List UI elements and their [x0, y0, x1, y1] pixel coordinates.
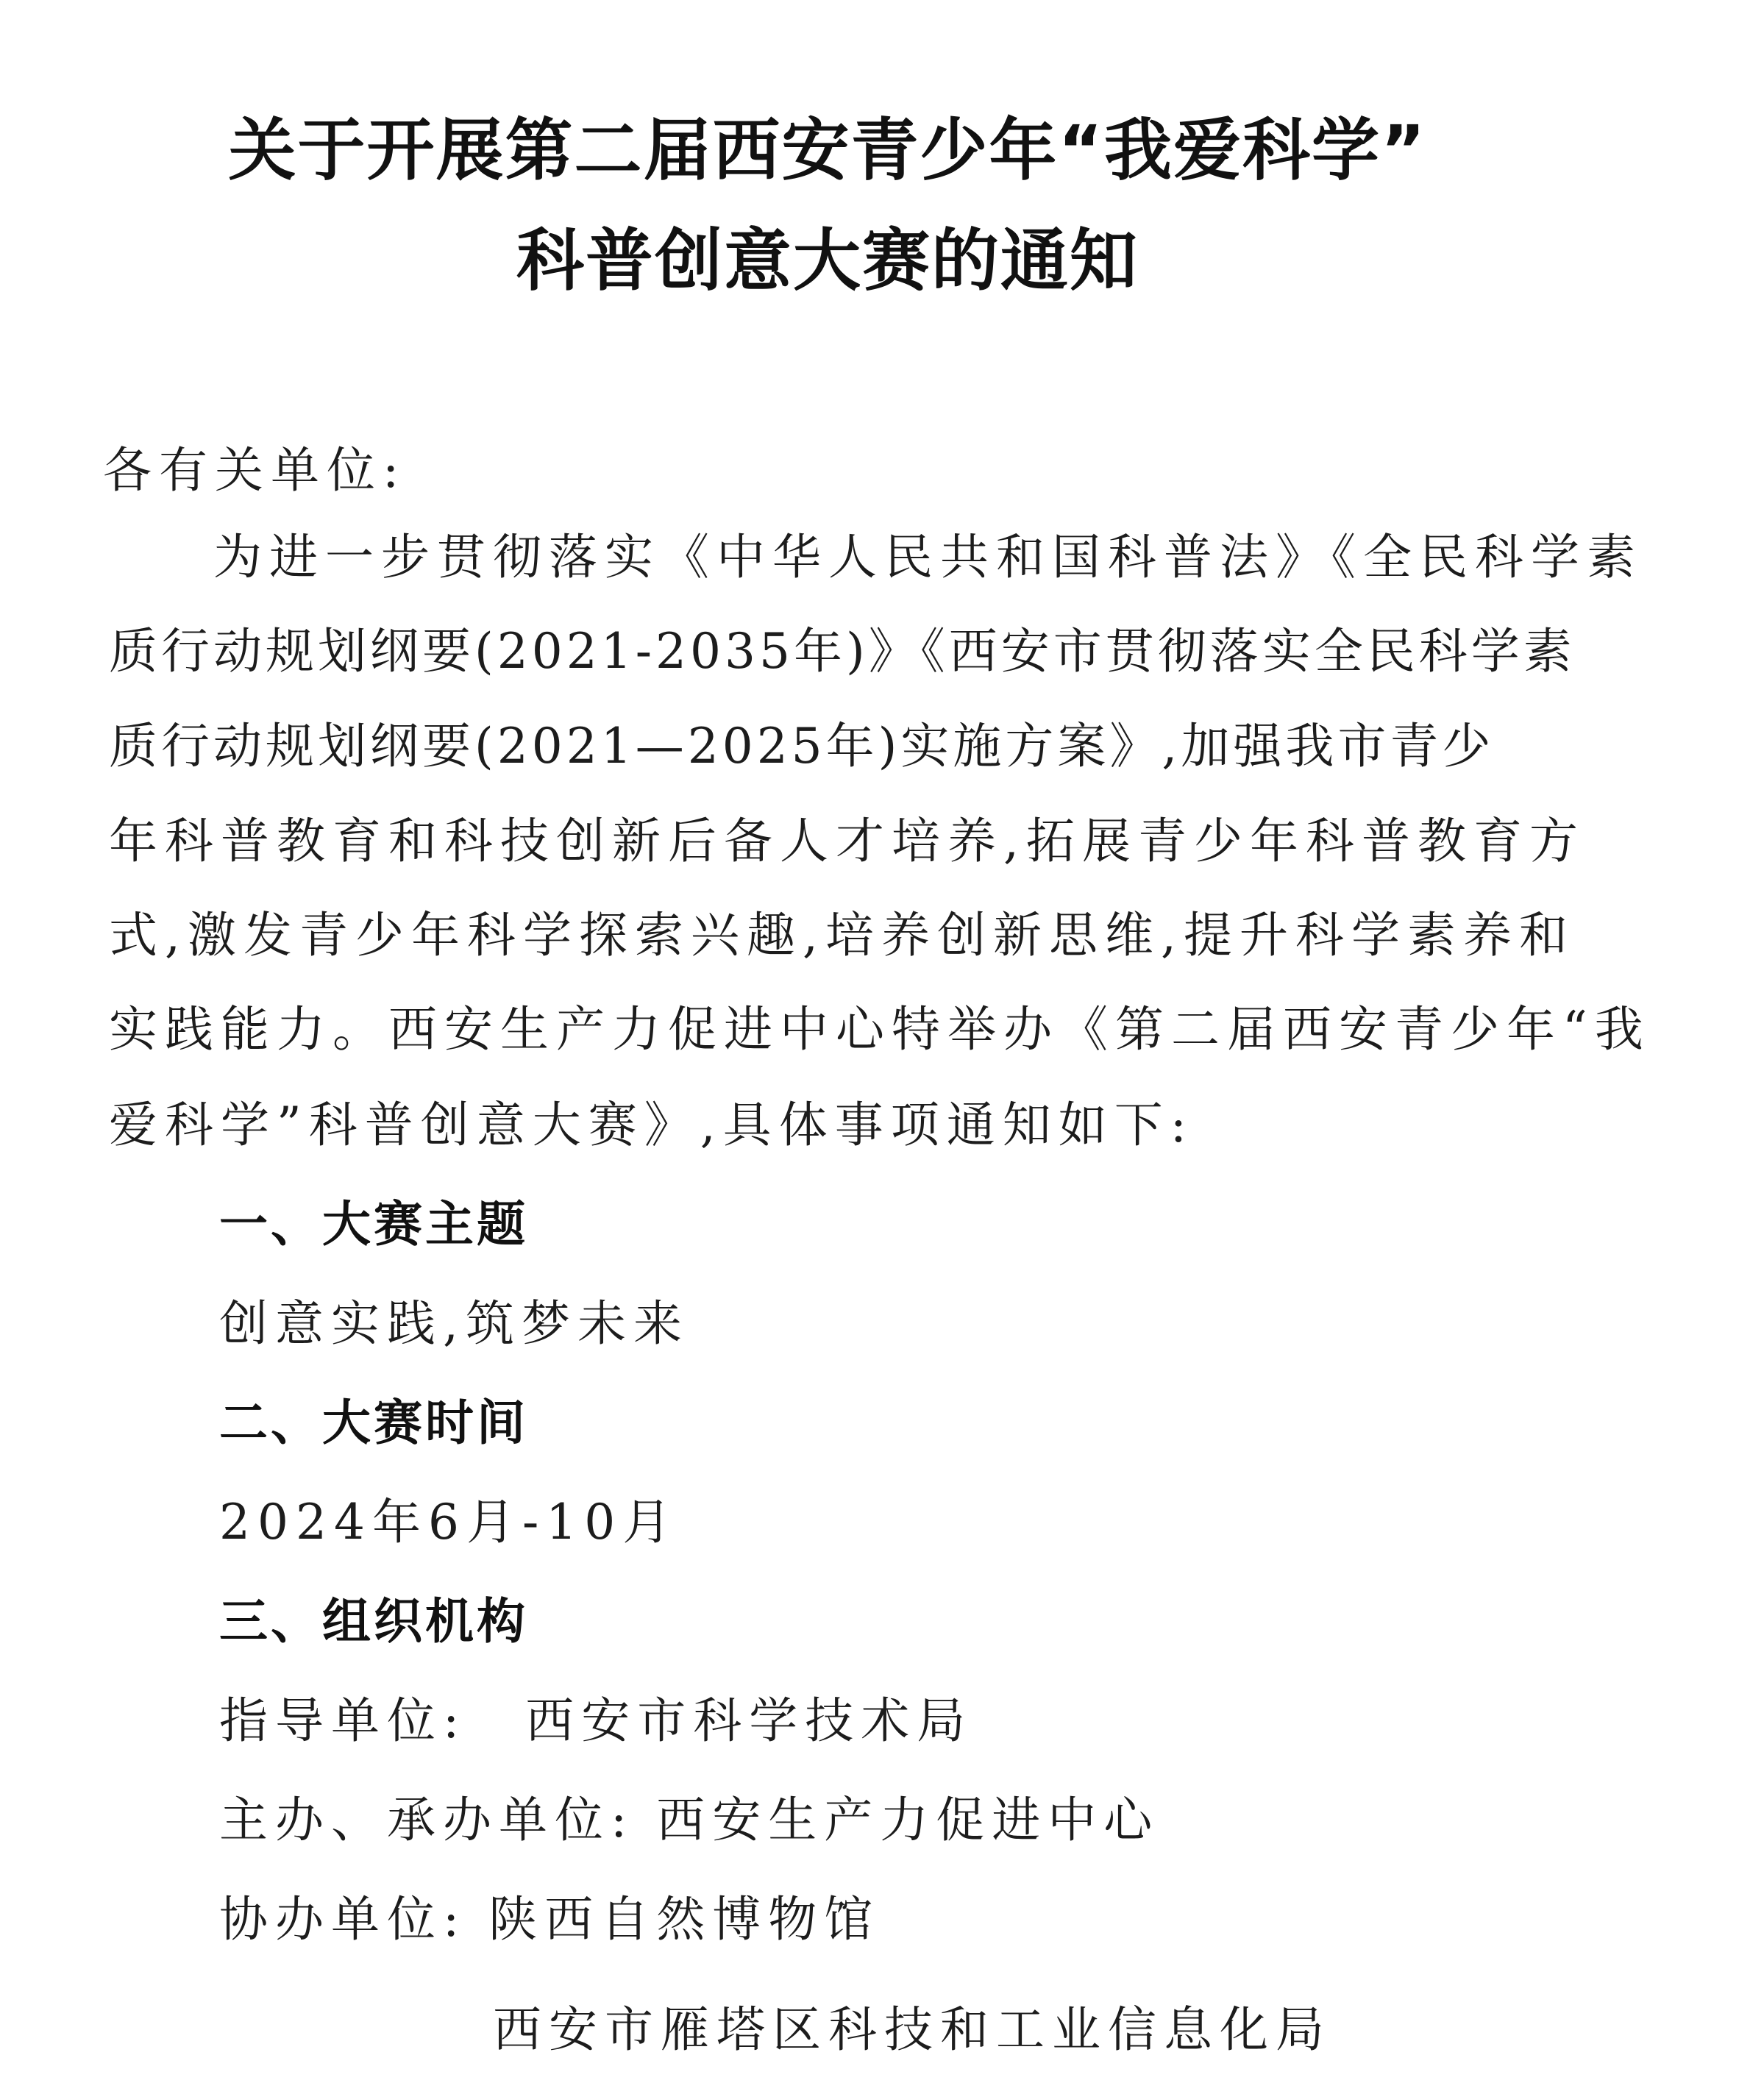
intro-line-5: 式,激发青少年科学探索兴趣,培养创新思维,提升科学素养和: [109, 907, 1575, 964]
guiding-unit-value: 西安市科学技术局: [525, 1692, 973, 1749]
host-unit-label: 主办、承办单位:: [219, 1792, 635, 1848]
intro-line-4: 年科普教育和科技创新后备人才培养,拓展青少年科普教育方: [109, 813, 1585, 869]
intro-line-6: 实践能力。西安生产力促进中心特举办《第二届西安青少年“我: [109, 1001, 1651, 1058]
host-unit-row: [219, 1791, 1159, 1850]
section-1-content: 创意实践,筑梦未来: [219, 1295, 689, 1352]
co-unit-row: [219, 1890, 880, 1949]
guiding-unit-row: [219, 1692, 972, 1751]
section-1-heading: 一、大赛主题: [219, 1196, 528, 1253]
document-title-line-2: 科普创意大赛的通知: [516, 221, 1139, 300]
co-unit-label: 协办单位:: [219, 1891, 467, 1948]
section-2-heading: 二、大赛时间: [219, 1395, 528, 1451]
co-unit-value-2: 西安市雁塔区科技和工业信息化局: [493, 2001, 1331, 2058]
document-title-line-1: 关于开展第二届西安青少年“我爱科学”: [228, 111, 1427, 190]
intro-line-2: 质行动规划纲要(2021-2035年)》《西安市贯彻落实全民科学素: [109, 623, 1576, 680]
intro-line-7: 爱科学”科普创意大赛》,具体事项通知如下:: [109, 1097, 1194, 1153]
intro-line-1: 为进一步贯彻落实《中华人民共和国科普法》《全民科学素: [213, 529, 1643, 585]
intro-line-3: 质行动规划纲要(2021—2025年)实施方案》,加强我市青少: [109, 718, 1495, 774]
section-3-heading: 三、组织机构: [219, 1593, 528, 1650]
co-unit-value-1: 陕西自然博物馆: [488, 1891, 881, 1948]
section-2-content: 2024年6月-10月: [219, 1494, 679, 1550]
host-unit-value: 西安生产力促进中心: [656, 1792, 1160, 1848]
guiding-unit-label: 指导单位:: [219, 1692, 467, 1749]
salutation: 各有关单位:: [103, 442, 407, 499]
